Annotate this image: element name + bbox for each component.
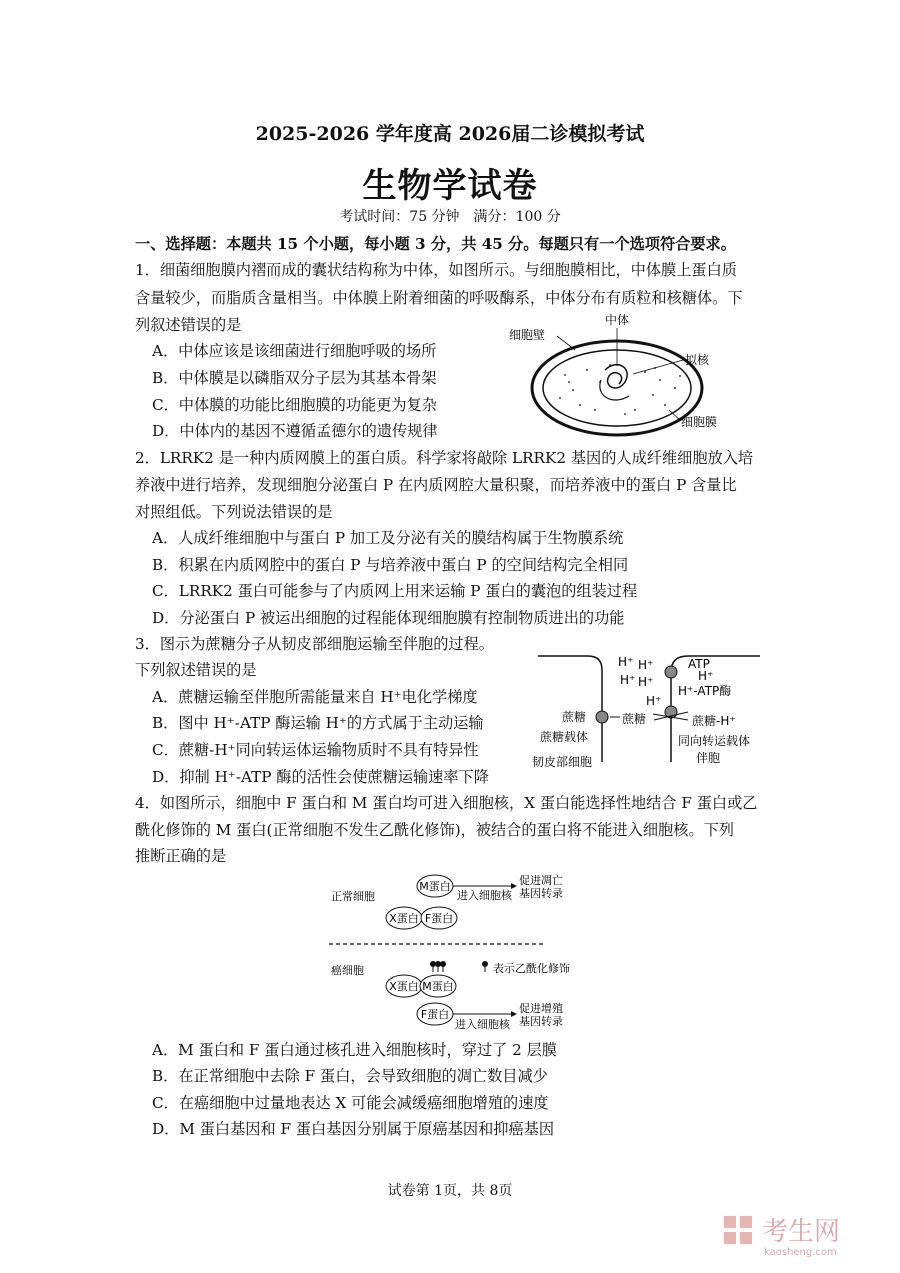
- q1-label-nucleoid: 拟核: [685, 353, 710, 367]
- q4-enter-cancer: 进入细胞核: [455, 1018, 510, 1031]
- q3-label-companion: 伴胞: [696, 751, 721, 765]
- q4-option-a: A．M 蛋白和 F 蛋白通过核孔进入细胞核时，穿过了 2 层膜: [152, 1041, 557, 1059]
- q1-label-wall: 细胞壁: [509, 328, 546, 342]
- q4-apoptosis-2: 基因转录: [519, 887, 563, 900]
- q4-acetyl-legend: 表示乙酰化修饰: [493, 962, 570, 975]
- q4-label-cancer: 癌细胞: [331, 964, 364, 977]
- watermark-name: 考生网: [762, 1217, 841, 1247]
- q4-prolif-2: 基因转录: [519, 1015, 563, 1028]
- q4-option-b: B．在正常细胞中去除 F 蛋白，会导致细胞的凋亡数目减少: [152, 1067, 548, 1085]
- q4-option-d: D．M 蛋白基因和 F 蛋白基因分别属于原癌基因和抑癌基因: [152, 1120, 555, 1138]
- page-footer: 试卷第 1页，共 8页: [387, 1183, 513, 1199]
- q3-label-sucrose: 蔗糖: [622, 712, 647, 726]
- q1-option-b: B．中体膜是以磷脂双分子层为其基本骨架: [152, 369, 437, 387]
- q4-stem-line: 酰化修饰的 M 蛋白(正常细胞不发生乙酰化修饰)，被结合的蛋白将不能进入细胞核。下列: [135, 821, 734, 839]
- q2-option-a: A．人成纤维细胞中与蛋白 P 加工及分泌有关的膜结构属于生物膜系统: [152, 529, 624, 547]
- q2-stem-line: 2．LRRK2 是一种内质网膜上的蛋白质。科学家将敲除 LRRK2 基因的人成纤维细胞放入培: [135, 449, 754, 467]
- q2-option-d: D．分泌蛋白 P 被运出细胞的过程能体现细胞膜有控制物质进出的功能: [152, 609, 625, 627]
- q3-label-h: H⁺: [638, 658, 654, 672]
- q2-option-b: B．积累在内质网腔中的蛋白 P 与培养液中蛋白 P 的空间结构完全相同: [152, 556, 629, 574]
- q1-option-d: D．中体内的基因不遵循孟德尔的遗传规律: [152, 422, 438, 440]
- q4-prolif-1: 促进增殖: [519, 1002, 563, 1015]
- watermark-url: kaosheng.com: [764, 1247, 837, 1258]
- q4-label-normal: 正常细胞: [331, 890, 375, 903]
- q3-label-atp: ATP: [688, 657, 710, 671]
- q1-stem-line: 含量较少，而脂质含量相当。中体膜上附着细菌的呼吸酶系，中体分布有质粒和核糖体。下: [135, 289, 743, 307]
- q4-protein-figure: [325, 868, 585, 1033]
- q4-m-normal: M蛋白: [419, 880, 451, 893]
- q4-option-c: C．在癌细胞中过量地表达 X 可能会减缓癌细胞增殖的速度: [152, 1094, 549, 1112]
- q1-label-membrane: 细胞膜: [681, 415, 718, 429]
- q3-option-c: C．蔗糖-H⁺同向转运体运输物质时不具有特异性: [152, 741, 479, 759]
- q1-stem-line: 列叙述错误的是: [135, 316, 242, 334]
- q3-stem-line: 3．图示为蔗糖分子从韧皮部细胞运输至伴胞的过程。: [135, 635, 494, 653]
- q3-label-h: H⁺: [638, 675, 654, 689]
- q4-x-cancer: X蛋白: [389, 980, 419, 993]
- exam-meta: 考试时间：75 分钟 满分：100 分: [339, 209, 561, 225]
- q3-option-b: B．图中 H⁺-ATP 酶运输 H⁺的方式属于主动运输: [152, 714, 484, 732]
- q3-label-sucrose-h: 蔗糖-H⁺: [692, 714, 736, 728]
- q4-f-normal: F蛋白: [424, 912, 454, 925]
- watermark-logo: [720, 1210, 890, 1260]
- q4-stem-line: 4．如图所示，细胞中 F 蛋白和 M 蛋白均可进入细胞核，X 蛋白能选择性地结合 F 蛋白或乙: [135, 794, 758, 812]
- subject-title: 生物学试卷: [362, 166, 538, 206]
- q1-bacterium-figure: [505, 310, 730, 440]
- q4-enter-normal: 进入细胞核: [457, 889, 512, 902]
- q3-label-h: H⁺: [618, 655, 634, 669]
- q3-label-cotransporter: 同向转运载体: [678, 734, 751, 748]
- q4-x-normal: X蛋白: [389, 912, 419, 925]
- q3-option-d: D．抑制 H⁺-ATP 酶的活性会使蔗糖运输速率下降: [152, 768, 489, 786]
- q3-label-atpase: H⁺-ATP酶: [678, 684, 732, 698]
- q1-stem-line: 1．细菌细胞膜内褶而成的囊状结构称为中体，如图所示。与细胞膜相比，中体膜上蛋白质: [135, 261, 737, 279]
- q4-stem-line: 推断正确的是: [135, 847, 227, 865]
- q3-label-h: H⁺: [646, 694, 662, 708]
- q3-label-h: H⁺: [620, 673, 636, 687]
- q2-stem-line: 养液中进行培养，发现细胞分泌蛋白 P 在内质网腔大量积聚，而培养液中的蛋白 P 含量比: [135, 476, 737, 494]
- section-heading: 一、选择题：本题共 15 个小题，每小题 3 分，共 45 分。每题只有一个选项符合要求。: [135, 235, 736, 253]
- q2-option-c: C．LRRK2 蛋白可能参与了内质网上用来运输 P 蛋白的囊泡的组装过程: [152, 582, 638, 600]
- q1-label-mesosome: 中体: [604, 313, 630, 327]
- q1-option-c: C．中体膜的功能比细胞膜的功能更为复杂: [152, 396, 437, 414]
- q3-label-carrier: 蔗糖载体: [540, 730, 589, 744]
- exam-title: 2025-2026 学年度高 2026届二诊模拟考试: [255, 123, 645, 145]
- q4-f-cancer: F蛋白: [420, 1008, 450, 1021]
- q1-option-a: A．中体应该是该细菌进行细胞呼吸的场所: [152, 342, 437, 360]
- q3-option-a: A．蔗糖运输至伴胞所需能量来自 H⁺电化学梯度: [152, 688, 478, 706]
- q4-m-cancer: M蛋白: [422, 980, 454, 993]
- q2-stem-line: 对照组低。下列说法错误的是: [135, 503, 333, 521]
- q3-label-h: H⁺: [698, 669, 714, 683]
- q3-label-sucrose: 蔗糖: [562, 710, 587, 724]
- q3-stem-line: 下列叙述错误的是: [135, 661, 257, 679]
- q4-apoptosis-1: 促进凋亡: [519, 874, 563, 887]
- q3-label-phloem: 韧皮部细胞: [532, 755, 593, 769]
- q3-transport-figure: [528, 650, 778, 775]
